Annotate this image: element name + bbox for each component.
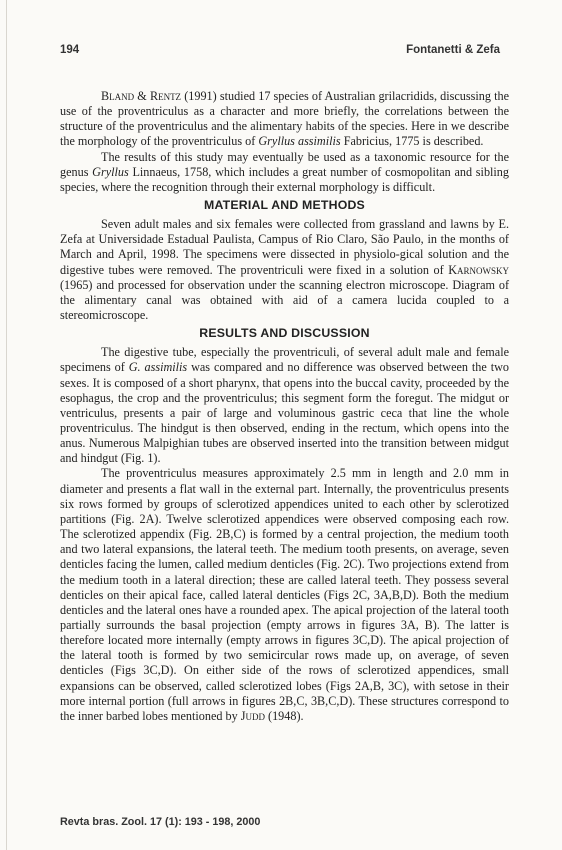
citation-author: Bland xyxy=(101,89,135,103)
citation-author: Karnowsky xyxy=(448,262,509,277)
genus-name: Gryllus xyxy=(92,164,129,179)
intro-paragraph-1 xyxy=(60,89,509,150)
text-run: was compared and no difference was observed between the two sexes. It is composed of a short pharynx, that opens into the buccal cavity, proceeded by the esophagus, the crop and the proventriculus; this segment form the foregut. The midgut or ventriculus, presents a pair of large and voluminous gastric ceca that line the whole proventriculus. The hindgut is then observed, ending in the rectum, which opens into the anus. Numerous Malpighian tubes are observed inserted into the transition between midgut and hindgut (Fig. 1). xyxy=(60,360,509,466)
text-run: Linnaeus, 1758, which includes a great number of cosmopolitan and sibling species, where the recognition through their external morphology is difficult. xyxy=(60,164,509,194)
ampersand: & xyxy=(134,89,150,103)
methods-paragraph xyxy=(60,217,509,323)
running-title: Fontanetti & Zefa xyxy=(406,44,500,56)
text-run: Fabricius, 1775 is described. xyxy=(340,134,484,149)
text-run: The proventriculus measures approximately 2.5 mm in length and 2.0 mm in diameter and presents a flat wall in the external part. Internally, the proventriculus presents six rows formed by groups of sclerotized appendices united to each other by sclerotized partitions (Fig. 2A). Twelve sclerotized appendices were observed composing each row. The sclerotized appendix (Fig. 2B,C) is formed by a central projection, the medium tooth and two lateral expansions, the lateral teeth. The medium tooth presents, on average, seven denticles facing the lumen, called medium denticles (Fig. 2C). Two projections extend from the medium tooth in a lateral direction; these are called lateral teeth. They possess several denticles on their apical face, called lateral denticles (Figs 2C, 3A,B,D). Both the medium denticles and the lateral ones have a rounded apex. The apical projection of the lateral tooth partially surrounds the basal projection (empty arrows in figures 3A, B). The latter is therefore located more internally (empty arrows in figures 3C,D). The apical projection of the lateral tooth is formed by two semicircular rows made up, on average, of seven denticles (Figs 3C,D). On either side of the rows of sclerotized appendices, small expansions can be observed, called sclerotized lobes (Figs 2A,B, 3C), with setose in their more internal portion (full arrows in figures 2B,C, 3B,C,D). These structures correspond to the inner barbed lobes mentioned by xyxy=(60,466,509,723)
page-number: 194 xyxy=(60,44,80,56)
text-run: (1965) and processed for observation under the scanning electron microscope. Diagram of the alimentary canal was obtained with aid of a camera lucida coupled to a stereomicroscope. xyxy=(60,277,509,323)
article-body xyxy=(60,89,509,724)
section-heading-results: RESULTS AND DISCUSSION xyxy=(199,326,370,341)
citation-author: Rentz xyxy=(149,89,182,103)
page-header xyxy=(60,44,500,56)
journal-citation-footer: Revta bras. Zool. 17 (1): 193 - 198, 2000 xyxy=(60,816,261,828)
intro-paragraph-2 xyxy=(60,150,509,195)
text-run: The results of this study may eventually be used as a taxonomic resource for the genus xyxy=(60,149,509,179)
page-edge-line xyxy=(6,0,7,850)
species-name: Gryllus assimilis xyxy=(258,134,341,149)
text-run: The digestive tube, especially the proventriculi, of several adult male and female specimens of xyxy=(60,345,509,375)
text-run: (1991) studied 17 species of Australian grilacridids, discussing the use of the proventriculus as a character and more briefly, the correlations between the structure of the proventriculus and the alimentary habits of the species. Here in we describe the morphology of the proventriculus of xyxy=(60,89,509,149)
results-paragraph-2 xyxy=(60,466,509,724)
text-run: (1948). xyxy=(264,708,304,723)
text-run: Seven adult males and six females were collected from grassland and lawns by E. Zefa at Universidade Estadual Paulista, Campus of Rio Claro, São Paulo, in the months of March and April, 1998. The specimens were dissected in physiolo-gical solution and the digestive tubes were removed. The proventriculi were fixed in a solution of xyxy=(60,217,509,277)
results-paragraph-1 xyxy=(60,345,509,466)
species-name: G. assimilis xyxy=(128,360,188,375)
citation-author: Judd xyxy=(240,708,265,723)
section-heading-methods: MATERIAL AND METHODS xyxy=(204,198,365,213)
